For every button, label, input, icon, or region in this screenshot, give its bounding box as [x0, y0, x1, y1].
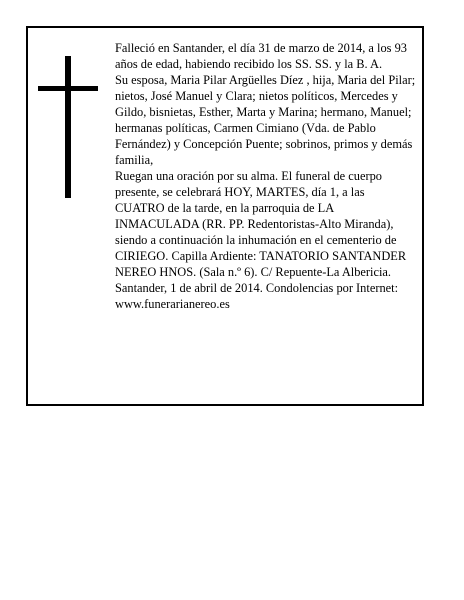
notice-text: [115, 40, 417, 312]
cross-horizontal-bar: [38, 86, 98, 91]
funeral-details: Ruegan una oración por su alma. El funeral de cuerpo presente, se celebrará HOY, MARTES, día 1, a las CUATRO de la tarde, en la parroquia de LA INMACULADA (RR. PP. Redentoristas-Alto Miranda), siendo a continuación la inhumación en el cementerio de CIRIEGO. Capilla Ardiente: TANATORIO SANTANDER NEREO HNOS. (Sala n.º 6). C/ Repuente-La Albericia.: [115, 169, 407, 279]
obituary-notice: [26, 26, 424, 406]
death-announcement: Falleció en Santander, el día 31 de marzo de 2014, a los 93 años de edad, habiendo recibido los SS. SS. y la B. A.: [115, 41, 407, 71]
cross-icon: [38, 56, 98, 198]
family-list: Su esposa, Maria Pilar Argüelles Díez , hija, Maria del Pilar; nietos, José Manuel y Clara; nietos políticos, Mercedes y Gildo, bisnietas, Esther, Marta y Marina; hermano, Manuel; hermanas políticas, Carmen Cimiano (Vda. de Pablo Fernández) y Concepción Puente; sobrinos, primos y demás familia,: [115, 73, 416, 167]
cross-vertical-bar: [65, 56, 71, 198]
place-date-condolences: Santander, 1 de abril de 2014. Condolencias por Internet: www.funerarianereo.es: [115, 281, 399, 311]
